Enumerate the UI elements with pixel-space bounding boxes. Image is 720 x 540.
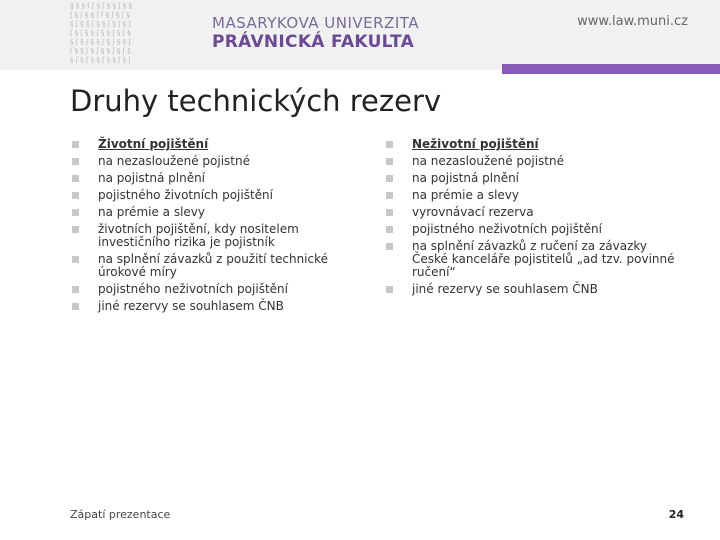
bullet-icon [72,256,79,263]
header-band [0,0,720,70]
list-item: na prémie a slevy [72,206,362,219]
faculty-name: PRÁVNICKÁ FAKULTA [212,32,415,52]
bullet-icon [386,175,393,182]
bullet-icon [386,243,393,250]
list-item: životních pojištění, kdy nositelem investičního rizika je pojistník [72,223,362,249]
bullet-icon [386,158,393,165]
bullet-icon [386,226,393,233]
right-column [386,138,676,300]
list-item: na prémie a slevy [386,189,676,202]
accent-bar [502,64,720,74]
bullet-icon [72,175,79,182]
life-insurance-list [72,138,362,313]
list-item: Životní pojištění [72,138,362,151]
list-item: na splnění závazků z použití technické úrokové míry [72,253,362,279]
list-item: na pojistná plnění [386,172,676,185]
bullet-icon [72,209,79,216]
bullet-icon [72,141,79,148]
svg-text:ʃ § ʃ § § ʃ ſ § ʃ § ʃ §: ʃ § ʃ § § ʃ ſ § ʃ § ʃ § [70,11,130,19]
svg-text:ʃ § ʃ § § ʃ § § ʃ § ʃ §: ʃ § ʃ § § ʃ § § ʃ § ʃ § [70,29,131,37]
list-item: na splnění závazků z ručení za závazky České kanceláře pojistitelů „ad tzv. povinné ručení“ [386,240,676,279]
list-item: jiné rezervy se souhlasem ČNB [72,300,362,313]
university-name: MASARYKOVA UNIVERZITA [212,14,420,32]
svg-text:§ ʃ § ʃ § § ʃ § § ʃ § ʃ: § ʃ § ʃ § § ʃ § § ʃ § ʃ [70,56,131,64]
website-url[interactable]: www.law.muni.cz [577,14,688,29]
bullet-icon [386,141,393,148]
list-item: na pojistná plnění [72,172,362,185]
list-item: jiné rezervy se souhlasem ČNB [386,283,676,296]
svg-text:§ ʃ § § ʃ § § ʃ § ʃ § ʃ: § ʃ § § ʃ § § ʃ § ʃ § ʃ [70,20,131,28]
non-life-insurance-list [386,138,676,296]
university-logo-pattern [70,0,184,70]
bullet-icon [386,192,393,199]
list-item: pojistného neživotních pojištění [72,283,362,296]
bullet-icon [386,286,393,293]
bullet-icon [72,286,79,293]
bullet-icon [72,158,79,165]
list-item: na nezasloužené pojistné [386,155,676,168]
bullet-icon [386,209,393,216]
list-item: vyrovnávací rezerva [386,206,676,219]
list-item: pojistného životních pojištění [72,189,362,202]
svg-text:‖ § § ſ ʃ § ʃ § § ʃ § §: ‖ § § ſ ʃ § ʃ § § ʃ § § [70,2,132,10]
left-column [72,138,362,317]
svg-text:§ ʃ § ʃ § § ʃ § ʃ § § ʃ: § ʃ § ʃ § § ʃ § ʃ § § ʃ [70,38,131,46]
list-item: na nezasloužené pojistné [72,155,362,168]
slide-title: Druhy technických rezerv [70,84,442,118]
bullet-icon [72,192,79,199]
bullet-icon [72,303,79,310]
page-number: 24 [668,508,684,521]
list-item: pojistného neživotních pojištění [386,223,676,236]
bullet-icon [72,226,79,233]
svg-text:ʃ § § ʃ § ʃ § § ʃ § ʃ §: ʃ § § ʃ § ʃ § § ʃ § ʃ § [70,47,131,55]
footer-text: Zápatí prezentace [70,508,171,521]
list-item: Neživotní pojištění [386,138,676,151]
